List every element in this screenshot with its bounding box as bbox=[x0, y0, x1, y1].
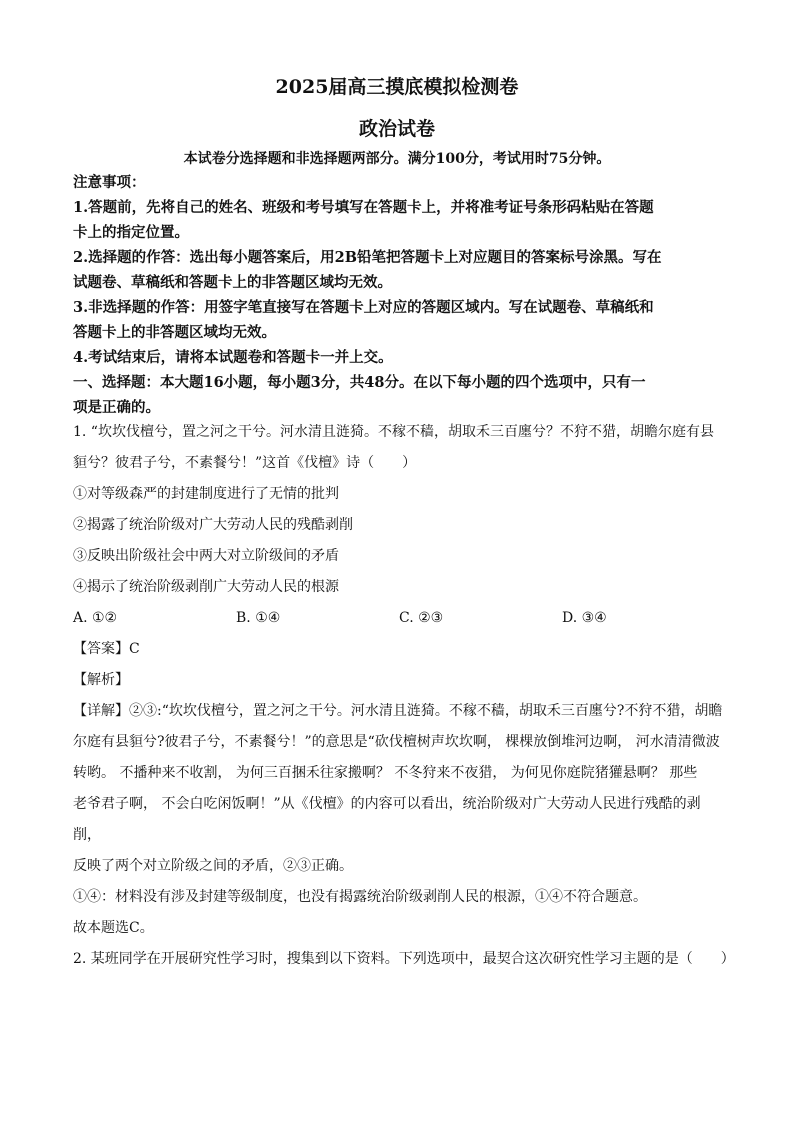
q1-item: ②揭露了统治阶级对广大劳动人民的残酷剥削 bbox=[73, 517, 353, 533]
option-c: C. ②③ bbox=[399, 610, 444, 626]
q2-stem: 2. 某班同学在开展研究性学习时，搜集到以下资料。下列选项中，最契合这次研究性学习主题的是（ ） bbox=[73, 951, 735, 967]
notice-line: 答题卡上的非答题区域均无效。 bbox=[73, 324, 276, 341]
q1-detail-line: 老爷君子啊， 不会白吃闲饭啊！”从《伐檀》的内容可以看出，统治阶级对广大劳动人民进行残酷的剥削， bbox=[73, 796, 701, 843]
notice-heading: 注意事项： bbox=[73, 174, 146, 191]
q1-stem: 1. “坎坎伐檀兮，置之河之干兮。河水清且涟猗。不稼不穑，胡取禾三百廛兮？不狩不猎，胡瞻尔庭有县 bbox=[73, 424, 714, 440]
q1-item: ③反映出阶级社会中两大对立阶级间的矛盾 bbox=[73, 548, 339, 564]
q1-item: ④揭示了统治阶级剥削广大劳动人民的根源 bbox=[73, 579, 339, 595]
q1-detail-line: 转哟。 不播种来不收割， 为何三百捆禾往家搬啊？ 不冬狩来不夜猎， 为何见你庭院猪獾悬啊？ 那些 bbox=[73, 765, 698, 781]
section-heading: 一、选择题：本大题16小题，每小题3分，共48分。在以下每小题的四个选项中，只有一 bbox=[73, 374, 646, 391]
q1-answer: 【答案】C bbox=[73, 641, 140, 657]
exam-subtitle: 政治试卷 bbox=[358, 118, 435, 140]
notice-line: 4.考试结束后，请将本试题卷和答题卡一并上交。 bbox=[73, 349, 393, 366]
notice-line: 卡上的指定位置。 bbox=[73, 224, 189, 241]
q1-options bbox=[73, 603, 728, 634]
option-d: D. ③④ bbox=[562, 610, 607, 626]
exam-title: 2025届高三摸底模拟检测卷 bbox=[275, 76, 519, 98]
notice-block bbox=[73, 170, 728, 420]
question-1 bbox=[73, 417, 735, 975]
q1-detail-line: 故本题选C。 bbox=[73, 920, 154, 936]
notice-line: 3.非选择题的作答：用签字笔直接写在答题卡上对应的答题区域内。写在试题卷、草稿纸和 bbox=[73, 299, 654, 316]
option-a: A. ①② bbox=[73, 610, 118, 626]
q1-detail-line: 【详解】②③:“坎坎伐檀兮，置之河之干兮。河水清且涟猗。不稼不穑，胡取禾三百廛兮?不狩不猎，胡瞻 bbox=[73, 703, 723, 719]
q1-analysis-label: 【解析】 bbox=[73, 672, 129, 688]
option-b: B. ①④ bbox=[236, 610, 281, 626]
q1-detail-line: 尔庭有县貆兮?彼君子兮，不素餐兮！”的意思是“砍伐檀树声坎坎啊， 棵棵放倒堆河边啊， 河水清清微波 bbox=[73, 734, 720, 750]
notice-line: 试题卷、草稿纸和答题卡上的非答题区域均无效。 bbox=[73, 274, 392, 291]
q1-detail-line: ①④：材料没有涉及封建等级制度，也没有揭露统治阶级剥削人民的根源，①④不符合题意。 bbox=[73, 889, 647, 905]
section-heading: 项是正确的。 bbox=[73, 399, 160, 416]
notice-line: 2.选择题的作答：选出每小题答案后，用2B铅笔把答题卡上对应题目的答案标号涂黑。写在 bbox=[73, 249, 662, 266]
notice-line: 1.答题前，先将自己的姓名、班级和考号填写在答题卡上，并将准考证号条形码粘贴在答题 bbox=[73, 199, 654, 216]
q1-stem: 貆兮？彼君子兮，不素餐兮！”这首《伐檀》诗（ ） bbox=[73, 455, 417, 471]
q1-item: ①对等级森严的封建制度进行了无情的批判 bbox=[73, 486, 339, 502]
exam-intro: 本试卷分选择题和非选择题两部分。满分100分，考试用时75分钟。 bbox=[183, 151, 611, 167]
q1-detail-line: 反映了两个对立阶级之间的矛盾，②③正确。 bbox=[73, 858, 353, 874]
